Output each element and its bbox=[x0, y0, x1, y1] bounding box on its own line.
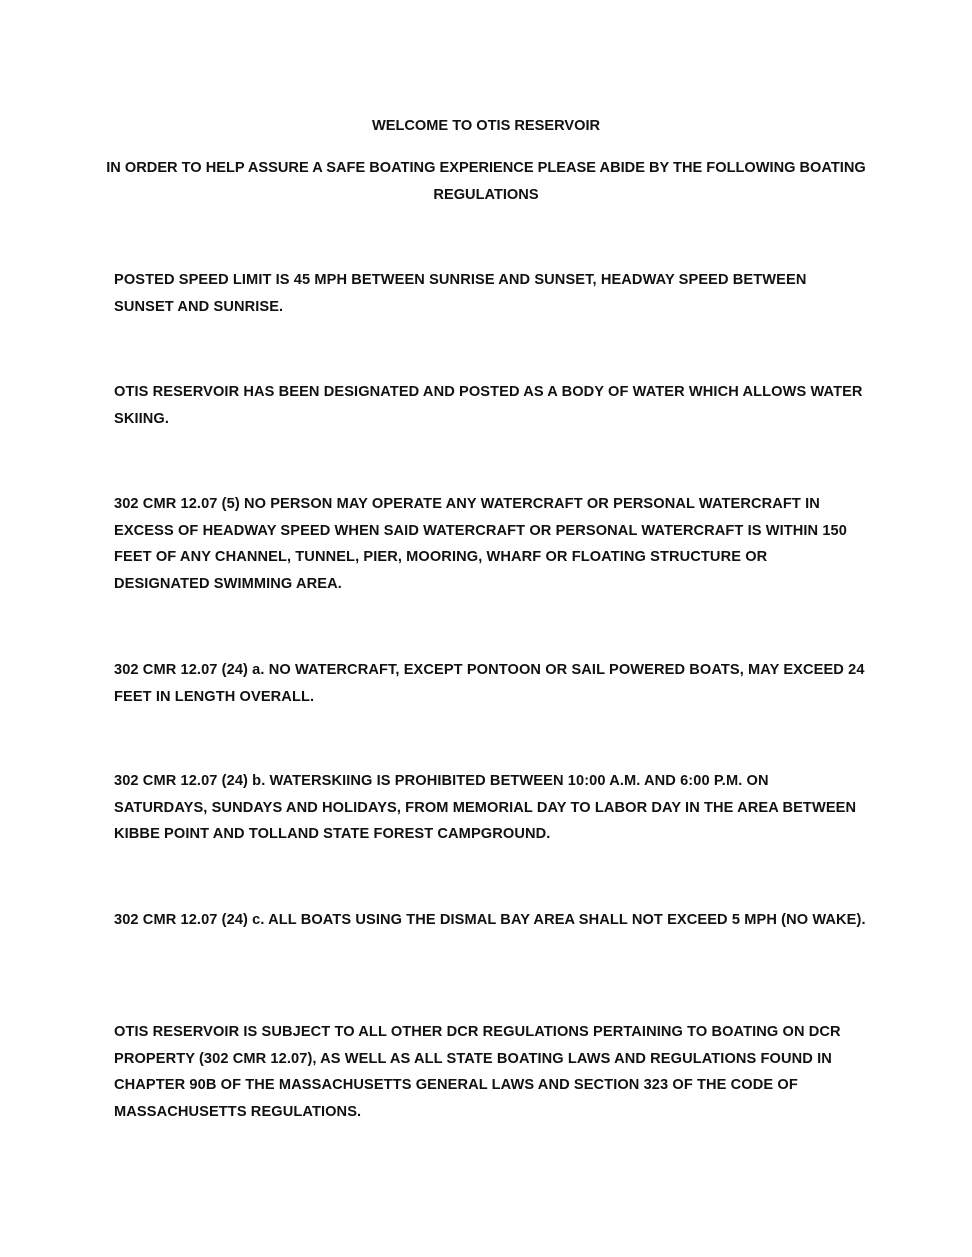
waterskiing-prohibited-regulation-paragraph: 302 CMR 12.07 (24) b. WATERSKIING IS PROHIBITED BETWEEN 10:00 A.M. AND 6:00 P.M. ON SATURDAYS, SUNDAYS AND HOLIDAYS, FROM MEMORIAL DAY TO LABOR DAY IN THE AREA BETWEEN KIBBE POINT AND TOLLAND STATE FOREST CAMPGROUND. bbox=[114, 773, 857, 842]
water-skiing-paragraph: OTIS RESERVOIR HAS BEEN DESIGNATED AND POSTED AS A BODY OF WATER WHICH ALLOWS WATER SKIING. bbox=[114, 384, 863, 427]
length-limit-regulation-paragraph: 302 CMR 12.07 (24) a. NO WATERCRAFT, EXCEPT PONTOON OR SAIL POWERED BOATS, MAY EXCEED 24 FEET IN LENGTH OVERALL. bbox=[114, 662, 865, 705]
document-title: WELCOME TO OTIS RESERVOIR bbox=[371, 118, 601, 134]
other-regulations-paragraph: OTIS RESERVOIR IS SUBJECT TO ALL OTHER DCR REGULATIONS PERTAINING TO BOATING ON DCR PROPERTY (302 CMR 12.07), AS WELL AS ALL STATE BOATING LAWS AND REGULATIONS FOUND IN CHAPTER 90B OF THE MASSACHUSETTS GENERAL LAWS AND SECTION 323 OF THE CODE OF MASSACHUSETTS REGULATIONS. bbox=[114, 1024, 841, 1120]
speed-limit-paragraph: POSTED SPEED LIMIT IS 45 MPH BETWEEN SUNRISE AND SUNSET, HEADWAY SPEED BETWEEN SUNSET AND SUNRISE. bbox=[114, 272, 807, 315]
headway-speed-regulation-paragraph: 302 CMR 12.07 (5) NO PERSON MAY OPERATE ANY WATERCRAFT OR PERSONAL WATERCRAFT IN EXCESS OF HEADWAY SPEED WHEN SAID WATERCRAFT OR PERSONAL WATERCRAFT IS WITHIN 150 FEET OF ANY CHANNEL, TUNNEL, PIER, MOORING, WHARF OR FLOATING STRUCTURE OR DESIGNATED SWIMMING AREA. bbox=[114, 496, 847, 592]
dismal-bay-regulation-paragraph: 302 CMR 12.07 (24) c. ALL BOATS USING THE DISMAL BAY AREA SHALL NOT EXCEED 5 MPH (NO WAKE). bbox=[114, 912, 866, 928]
document-subtitle: IN ORDER TO HELP ASSURE A SAFE BOATING EXPERIENCE PLEASE ABIDE BY THE FOLLOWING BOATING REGULATIONS bbox=[106, 160, 866, 203]
